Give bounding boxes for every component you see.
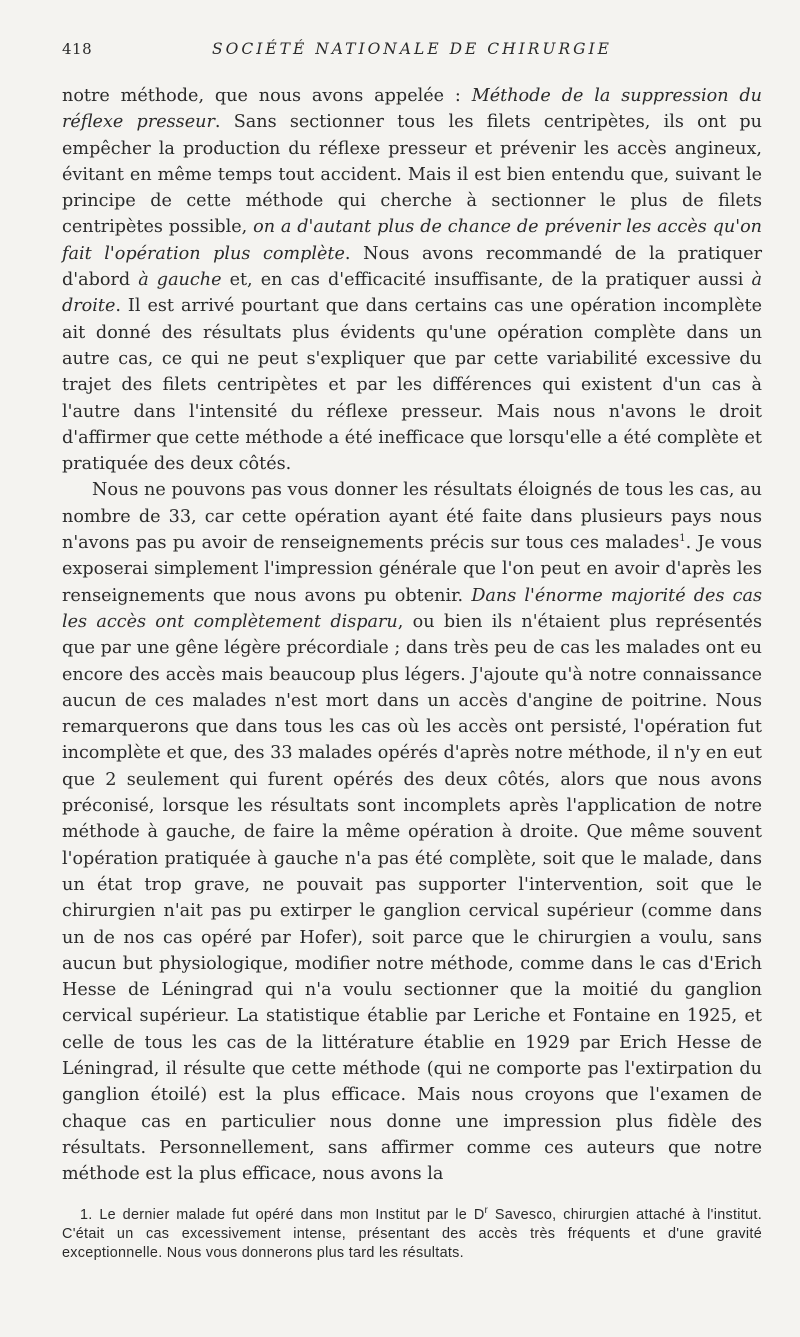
- text-run: . Sans sectionner tous les filets centripètes, ils ont pu empêcher la production du réflexe presseur et prévenir les accès angineux, évitant en même temps tout accident. Mais il est bien entendu que, suivant le principe de cette méthode qui cherche à sectionner le plus de filets centripètes possible,: [62, 112, 762, 238]
- italic-text: Dans l'énorme majorité des cas les accès ont complètement disparu: [62, 585, 762, 632]
- paragraph: [62, 83, 762, 477]
- italic-text: à gauche: [138, 270, 222, 291]
- running-title: SOCIÉTÉ NATIONALE DE CHIRURGIE: [212, 40, 612, 58]
- text-run: Nous ne pouvons pas vous donner les résultats éloignés de tous les cas, au nombre de 33, car cette opération ayant été faite dans plusieurs pays nous n'avons pas pu avoir de renseignements précis sur tous ces malades: [62, 480, 762, 554]
- text-run: . Nous avons recommandé de la pratiquer d'abord: [62, 243, 762, 291]
- text-run: , ou bien ils n'étaient plus représentés que par une gêne légère précordiale ; dans très peu de cas les malades ont eu encore des accès mais beaucoup plus légers. J'ajoute qu'à notre connaissance aucun de ces malades n'est mort dans un accès d'angine de poitrine. Nous remarquerons que dans tous les cas où les accès ont persisté, l'opération fut incomplète et que, des 33 malades opérés d'après notre méthode, il n'y en eut que 2 seulement qui furent opérés des deux côtés, alors que nous avons préconisé, lorsque les résultats sont incomplets après l'application de notre méthode à gauche, de faire la même opération à droite. Que même souvent l'opération pratiquée à gauche n'a pas été complète, soit que le malade, dans un état trop grave, ne pouvait pas supporter l'intervention, soit que le chirurgien n'ait pas pu extirper le ganglion cervical supérieur (comme dans un de nos cas opéré par Hofer), soit parce que le chirurgien a voulu, sans aucun but physiologique, modifier notre méthode, comme dans le cas d'Erich Hesse de Léningrad qui n'a voulu sectionner que la moitié du ganglion cervical supérieur. La statistique établie par Leriche et Fontaine en 1925, et celle de tous les cas de la littérature établie en 1929 par Erich Hesse de Léningrad, il résulte que cette méthode (qui ne comporte pas l'extirpation du ganglion étoilé) est la plus efficace. Mais nous croyons que l'examen de chaque cas en particulier nous donne une impression plus fidèle des résultats. Personnellement, sans affirmer comme ces auteurs que notre méthode est la plus efficace, nous avons la: [62, 611, 762, 1185]
- text-run: . Il est arrivé pourtant que dans certains cas une opération incomplète ait donné des résultats plus évidents qu'une opération complète dans un autre cas, ce qui ne peut s'expliquer que par cette variabilité excessive du trajet des filets centripètes et par les différences qui existent d'un cas à l'autre dans l'intensité du réflexe presseur. Mais nous n'avons le droit d'affirmer que cette méthode a été inefficace que lorsqu'elle a été complète et pratiquée des deux côtés.: [62, 296, 762, 475]
- page-header: [62, 40, 762, 64]
- body-text: [62, 83, 762, 1187]
- footnote: [62, 1206, 762, 1264]
- italic-text: à droite: [62, 270, 762, 317]
- text-run: 1. Le dernier malade fut opéré dans mon Institut par le D: [80, 1207, 485, 1223]
- italic-text: Méthode de la suppression du réflexe presseur: [62, 86, 763, 133]
- text-run: et, en cas d'efficacité insuffisante, de la pratiquer aussi: [221, 270, 752, 291]
- paragraph: [62, 477, 762, 1187]
- superscript: r: [484, 1205, 489, 1217]
- italic-text: on a d'autant plus de chance de prévenir les accès qu'on fait l'opération plus complète: [62, 217, 763, 264]
- superscript: 1: [679, 533, 686, 545]
- page-number: 418: [62, 40, 93, 58]
- text-run: . Je vous exposerai simplement l'impression générale que l'on peut en avoir d'après les renseignements que nous avons pu obtenir.: [62, 533, 762, 606]
- footnotes: [62, 1206, 762, 1264]
- text-run: Savesco, chirurgien attaché à l'institut. C'était un cas excessivement intense, présentant des accès très fréquents et d'une gravité exceptionnelle. Nous vous donnerons plus tard les résultats.: [62, 1207, 763, 1262]
- text-run: notre méthode, que nous avons appelée :: [62, 86, 472, 106]
